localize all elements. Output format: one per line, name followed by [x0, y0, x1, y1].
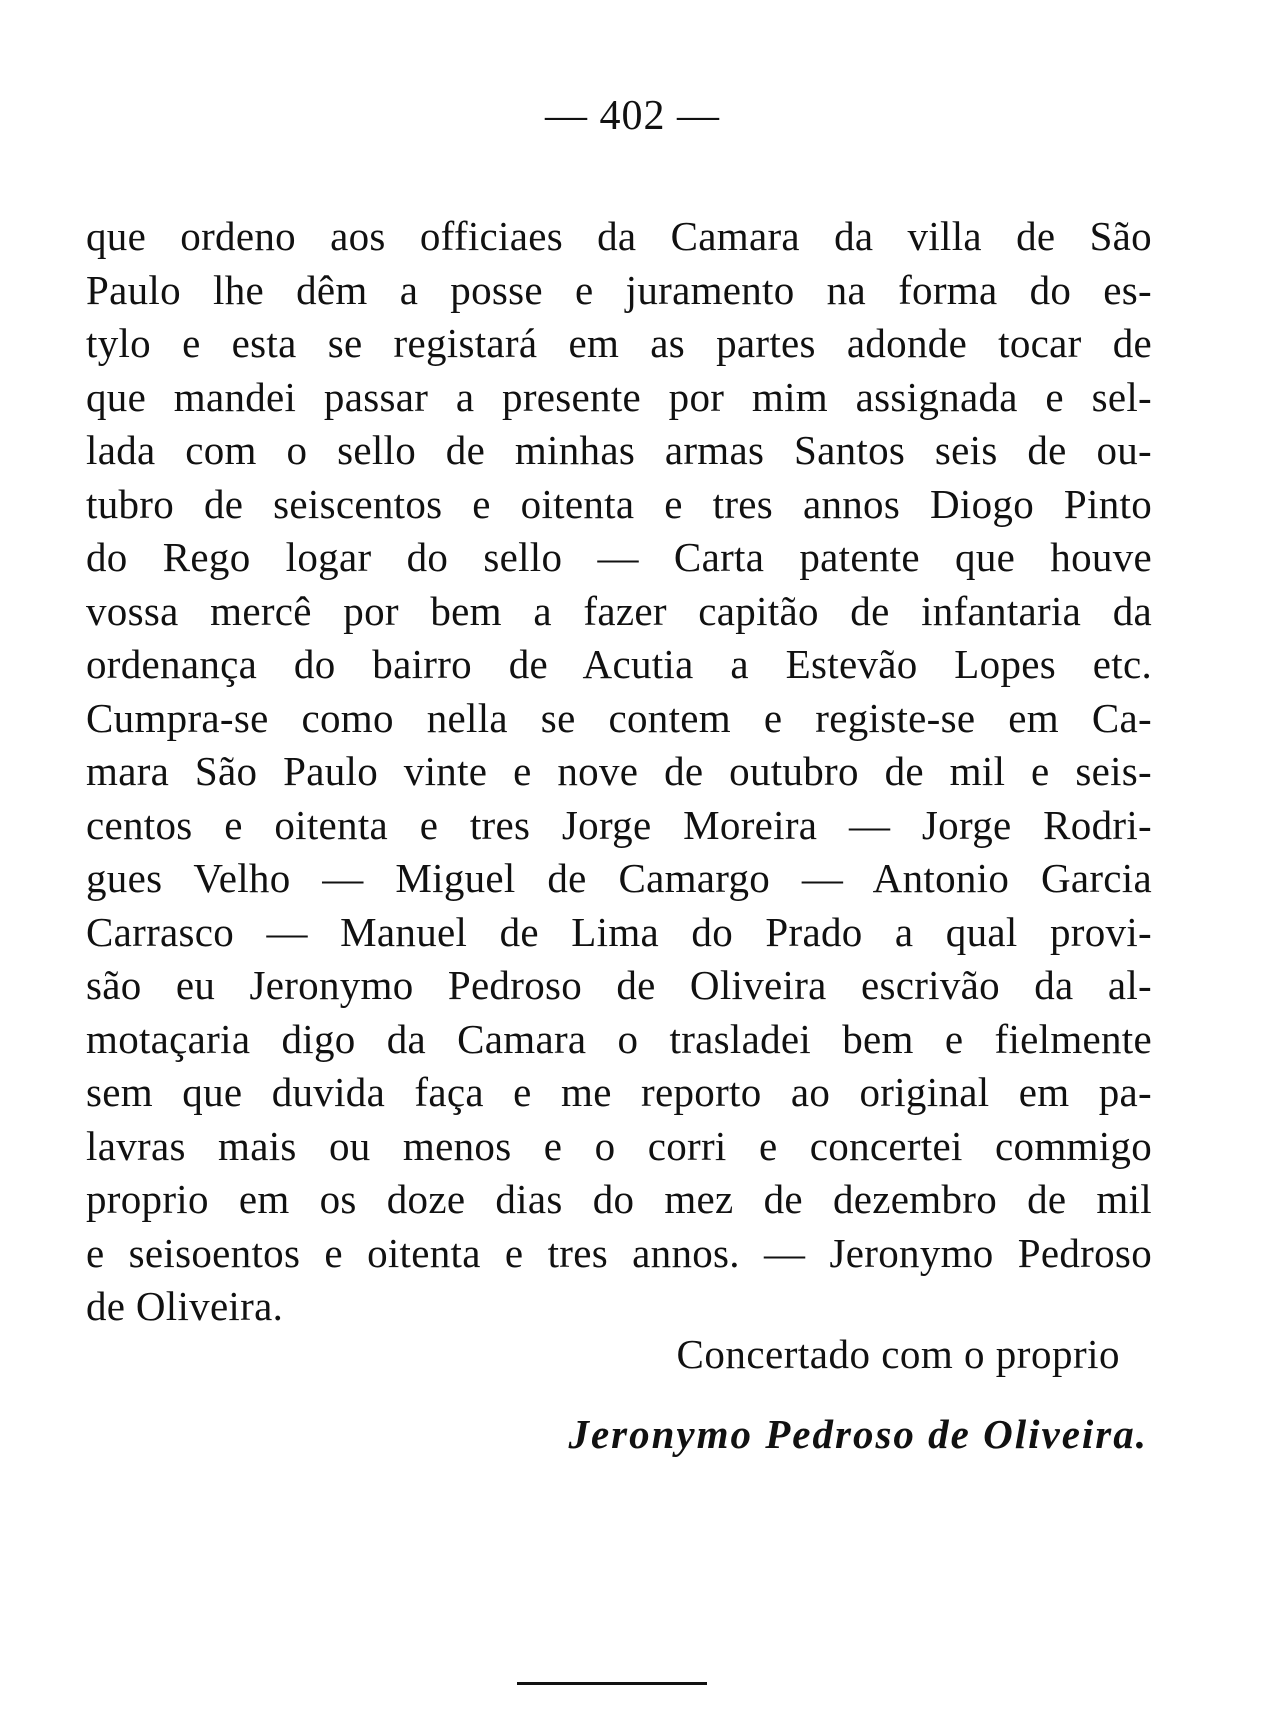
text-line: ordenança do bairro de Acutia a Estevão Lopes etc.: [86, 641, 1152, 687]
text-line: proprio em os doze dias do mez de dezembro de mil: [86, 1176, 1152, 1222]
footer-rule: [517, 1682, 707, 1685]
signature: Jeronymo Pedroso de Oliveira.: [568, 1411, 1148, 1457]
text-line: sem que duvida faça e me reporto ao original em pa-: [86, 1069, 1152, 1115]
text-line: mara São Paulo vinte e nove de outubro de mil e seis-: [86, 748, 1152, 794]
text-line: gues Velho — Miguel de Camargo — Antonio Garcia: [86, 855, 1152, 901]
body-text: [86, 210, 1152, 1334]
text-line: e seisoentos e oitenta e tres annos. — Jeronymo Pedroso: [86, 1229, 1152, 1276]
text-line: de Oliveira.: [86, 1283, 284, 1329]
text-line: do Rego logar do sello — Carta patente que houve: [86, 534, 1152, 580]
text-line: centos e oitenta e tres Jorge Moreira — Jorge Rodri-: [86, 801, 1152, 848]
text-line: tubro de seiscentos e oitenta e tres annos Diogo Pinto: [86, 480, 1152, 527]
text-line: Cumpra-se como nella se contem e registe-se em Ca-: [86, 694, 1152, 741]
text-line: que mandei passar a presente por mim assignada e sel-: [86, 373, 1152, 420]
text-line: Paulo lhe dêm a posse e juramento na forma do es-: [86, 266, 1152, 313]
page-number: — 402 —: [545, 93, 720, 139]
text-line: lada com o sello de minhas armas Santos seis de ou-: [86, 427, 1152, 473]
text-line: vossa mercê por bem a fazer capitão de infantaria da: [86, 587, 1152, 634]
text-line: lavras mais ou menos e o corri e concertei commigo: [86, 1122, 1152, 1169]
text-line: Carrasco — Manuel de Lima do Prado a qual provi-: [86, 908, 1152, 955]
text-line: motaçaria digo da Camara o trasladei bem e fielmente: [86, 1015, 1152, 1062]
text-line: tylo e esta se registará em as partes adonde tocar de: [86, 320, 1152, 366]
closing-note: Concertado com o proprio: [676, 1331, 1120, 1377]
text-line: que ordeno aos officiaes da Camara da villa de São: [86, 213, 1152, 259]
text-line: são eu Jeronymo Pedroso de Oliveira escrivão da al-: [86, 962, 1152, 1008]
